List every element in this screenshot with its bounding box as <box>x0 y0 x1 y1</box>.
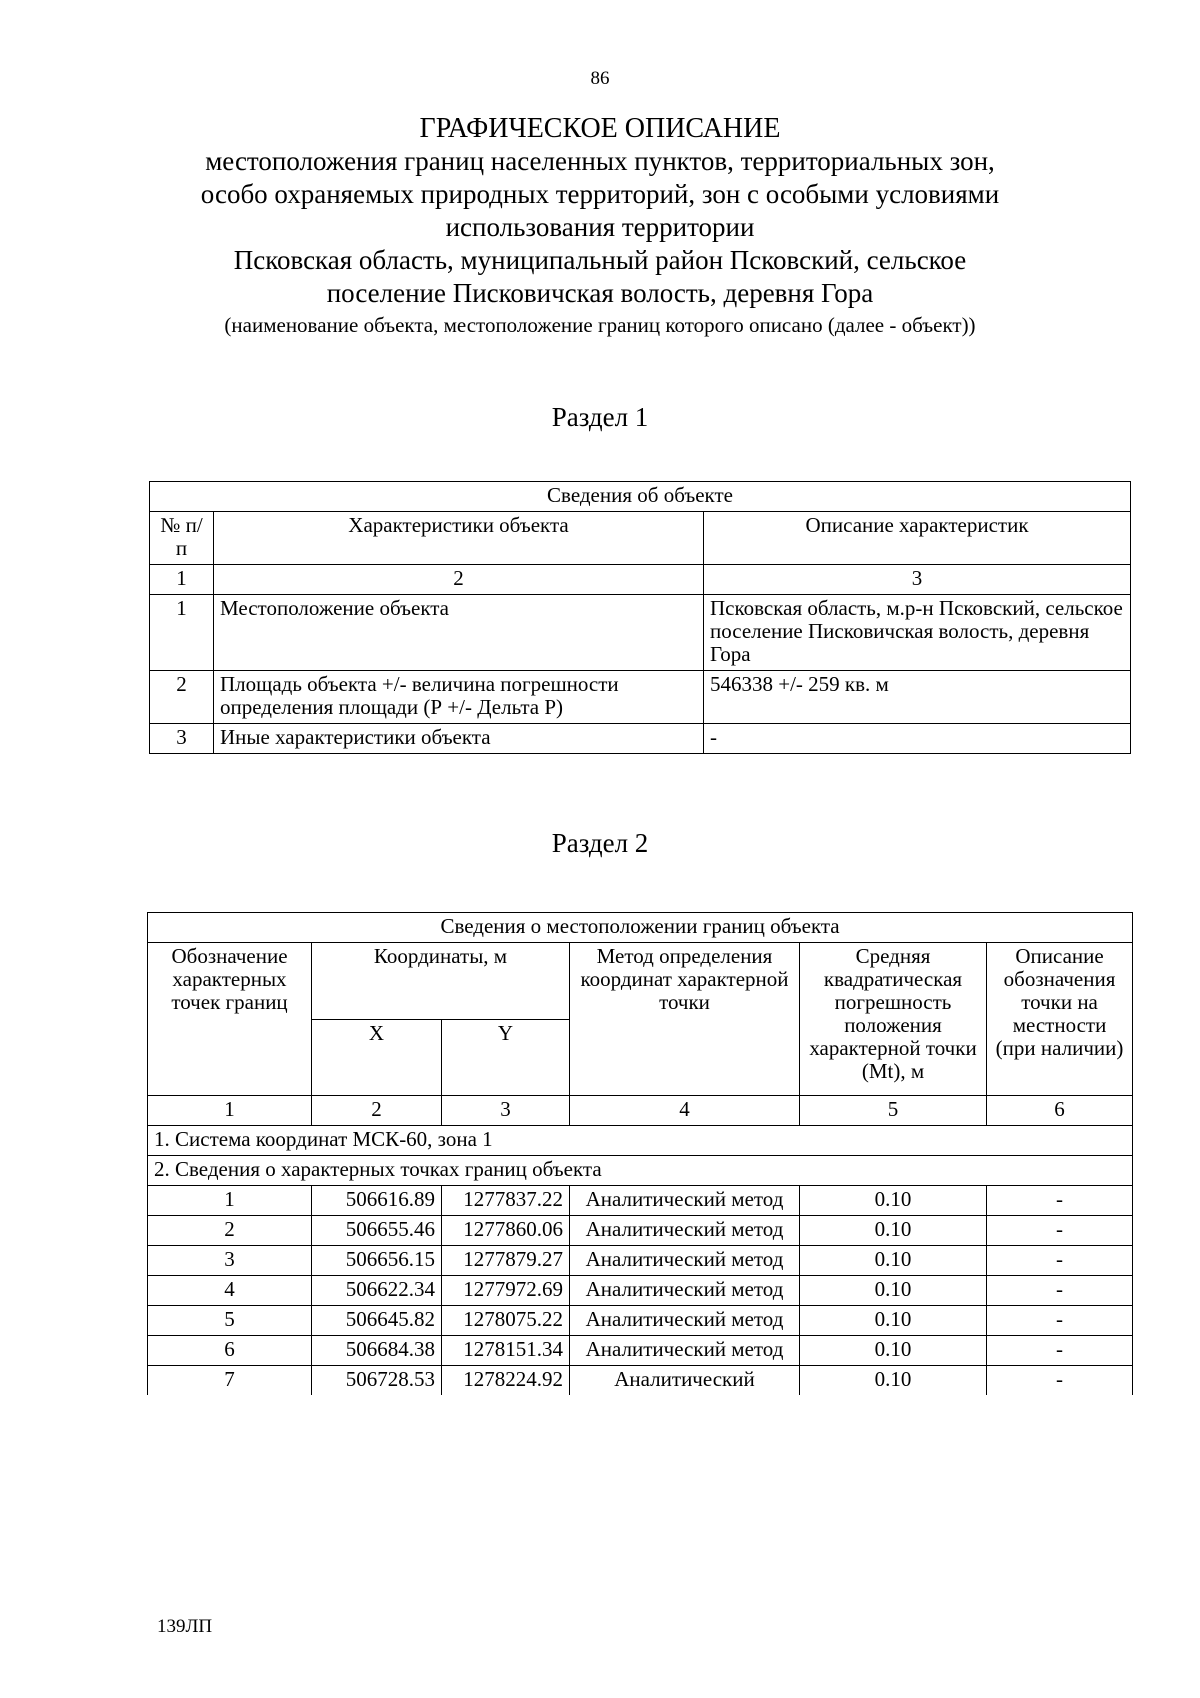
title-note: (наименование объекта, местоположение границ которого описано (далее - объект)) <box>224 313 976 337</box>
boundary-points-table <box>147 912 1133 1395</box>
point-mt: 0.10 <box>800 1306 987 1336</box>
header-point-description: Описание обозначения точки на местности (при наличии) <box>987 943 1133 1096</box>
point-number: 3 <box>148 1246 312 1276</box>
point-x: 506616.89 <box>312 1186 442 1216</box>
header-coordinates: Координаты, м <box>312 943 570 1020</box>
point-method: Аналитический метод <box>570 1306 800 1336</box>
row-number: 2 <box>150 671 214 724</box>
header-method: Метод определения координат характерной точки <box>570 943 800 1096</box>
characteristic-value: Псковская область, м.р-н Псковский, сельское поселение Писковичская волость, деревня Гора <box>704 595 1131 671</box>
point-x: 506622.34 <box>312 1276 442 1306</box>
point-description: - <box>987 1216 1133 1246</box>
characteristic-value: - <box>704 724 1131 754</box>
point-description: - <box>987 1306 1133 1336</box>
title-line-2: местоположения границ населенных пунктов, территориальных зон, <box>205 146 995 176</box>
title-line-1: ГРАФИЧЕСКОЕ ОПИСАНИЕ <box>419 113 781 144</box>
point-x: 506656.15 <box>312 1246 442 1276</box>
point-mt: 0.10 <box>800 1336 987 1366</box>
point-mt: 0.10 <box>800 1366 987 1396</box>
point-method: Аналитический <box>570 1366 800 1396</box>
point-method: Аналитический метод <box>570 1276 800 1306</box>
column-number: 3 <box>442 1096 570 1126</box>
point-number: 5 <box>148 1306 312 1336</box>
header-error: Средняя квадратическая погрешность положения характерной точки (Mt), м <box>800 943 987 1096</box>
point-x: 506684.38 <box>312 1336 442 1366</box>
page-number: 86 <box>590 68 610 89</box>
title-line-5: Псковская область, муниципальный район Псковский, сельское <box>233 245 967 275</box>
point-description: - <box>987 1276 1133 1306</box>
column-number: 6 <box>987 1096 1133 1126</box>
point-x: 506728.53 <box>312 1366 442 1396</box>
row-number: 1 <box>150 595 214 671</box>
boundary-table-title: Сведения о местоположении границ объекта <box>148 913 1133 943</box>
title-line-4: использования территории <box>445 212 755 242</box>
point-mt: 0.10 <box>800 1186 987 1216</box>
header-number: № п/п <box>150 512 214 565</box>
point-y: 1278075.22 <box>442 1306 570 1336</box>
section-2-heading: Раздел 2 <box>551 828 649 858</box>
table-row <box>148 1366 1133 1396</box>
point-description: - <box>987 1246 1133 1276</box>
coordinate-system: 1. Система координат МСК-60, зона 1 <box>148 1126 1133 1156</box>
section-1-heading: Раздел 1 <box>551 402 649 432</box>
header-x: X <box>312 1019 442 1096</box>
point-number: 1 <box>148 1186 312 1216</box>
footer-mark: 139ЛП <box>157 1616 213 1637</box>
table-row <box>148 1186 1133 1216</box>
point-method: Аналитический метод <box>570 1186 800 1216</box>
point-method: Аналитический метод <box>570 1246 800 1276</box>
point-y: 1277972.69 <box>442 1276 570 1306</box>
point-mt: 0.10 <box>800 1276 987 1306</box>
characteristic-name: Иные характеристики объекта <box>214 724 704 754</box>
point-description: - <box>987 1366 1133 1396</box>
point-method: Аналитический метод <box>570 1336 800 1366</box>
column-number: 1 <box>150 565 214 595</box>
table-row <box>150 595 1131 671</box>
point-x: 506655.46 <box>312 1216 442 1246</box>
table-row <box>150 671 1131 724</box>
title-line-3: особо охраняемых природных территорий, зон с особыми условиями <box>200 179 1000 209</box>
header-y: Y <box>442 1019 570 1096</box>
table-row <box>150 724 1131 754</box>
point-y: 1277837.22 <box>442 1186 570 1216</box>
point-number: 6 <box>148 1336 312 1366</box>
table-row <box>148 1246 1133 1276</box>
point-description: - <box>987 1336 1133 1366</box>
document-title <box>0 112 1200 340</box>
point-y: 1277879.27 <box>442 1246 570 1276</box>
table-row <box>148 1336 1133 1366</box>
point-number: 7 <box>148 1366 312 1396</box>
point-number: 4 <box>148 1276 312 1306</box>
point-number: 2 <box>148 1216 312 1246</box>
column-number: 4 <box>570 1096 800 1126</box>
characteristic-name: Площадь объекта +/- величина погрешности определения площади (Р +/- Дельта Р) <box>214 671 704 724</box>
characteristic-value: 546338 +/- 259 кв. м <box>704 671 1131 724</box>
table-row <box>148 1216 1133 1246</box>
column-number: 2 <box>312 1096 442 1126</box>
object-info-table <box>149 481 1131 754</box>
column-number: 1 <box>148 1096 312 1126</box>
point-y: 1277860.06 <box>442 1216 570 1246</box>
header-point: Обозначение характерных точек границ <box>148 943 312 1096</box>
object-info-table-title: Сведения об объекте <box>150 482 1131 512</box>
table-row <box>148 1306 1133 1336</box>
points-caption: 2. Сведения о характерных точках границ объекта <box>148 1156 1133 1186</box>
header-characteristic: Характеристики объекта <box>214 512 704 565</box>
point-y: 1278224.92 <box>442 1366 570 1396</box>
title-line-6: поселение Писковичская волость, деревня Гора <box>326 278 874 308</box>
column-number: 5 <box>800 1096 987 1126</box>
column-number: 3 <box>704 565 1131 595</box>
row-number: 3 <box>150 724 214 754</box>
point-mt: 0.10 <box>800 1246 987 1276</box>
table-row <box>148 1276 1133 1306</box>
column-number: 2 <box>214 565 704 595</box>
characteristic-name: Местоположение объекта <box>214 595 704 671</box>
point-x: 506645.82 <box>312 1306 442 1336</box>
point-description: - <box>987 1186 1133 1216</box>
point-method: Аналитический метод <box>570 1216 800 1246</box>
header-description: Описание характеристик <box>704 512 1131 565</box>
point-y: 1278151.34 <box>442 1336 570 1366</box>
point-mt: 0.10 <box>800 1216 987 1246</box>
